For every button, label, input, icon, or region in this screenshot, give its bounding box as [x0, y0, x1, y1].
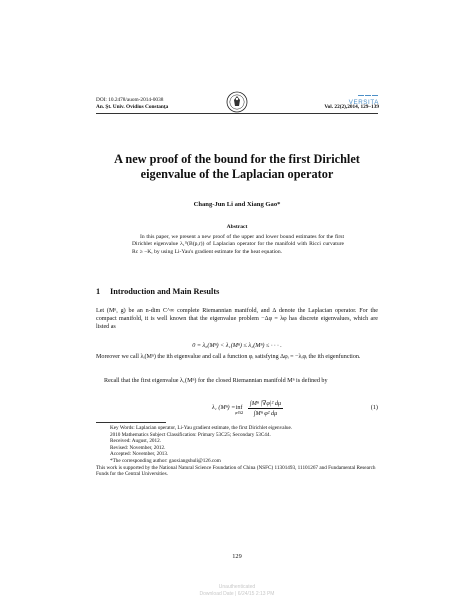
equation-denominator: ∫Mⁿ φ² dμ — [253, 410, 278, 417]
footnote-received: Received: August, 2012. — [110, 438, 162, 445]
publisher-name: VERSITA — [348, 99, 379, 106]
running-header-left — [96, 97, 226, 111]
university-seal-icon — [226, 91, 248, 113]
abstract-text: In this paper, we present a new proof of the upper and lower bound estimates for the first Dirichlet eigenvalue λ₁ᴰ(B(p,r)) of Laplacian operator for the manifold with Ricci curvature Rc ≥ −K, by using Li-Yau's gradient estimate for the heat equation. — [132, 234, 344, 255]
footnotes — [96, 425, 378, 478]
volume-info: Vol. 22(2),2014, 129–139 — [324, 104, 379, 110]
equation-inf-subscript: φ∈Ω — [235, 410, 244, 415]
running-header-right — [259, 97, 379, 111]
equation-numerator: ∫Mⁿ |∇φ|² dμ — [250, 400, 282, 407]
equation-eigenvalues: 0 = λ₀(Mⁿ) < λ₁(Mⁿ) ≤ λ₂(Mⁿ) ≤ · · · . — [192, 342, 282, 349]
section-number: 1 — [96, 287, 101, 296]
equation-inf: inf φ∈Ω — [235, 404, 244, 415]
journal-name: An. Şt. Univ. Ovidius Constanţa — [96, 104, 169, 110]
paper-title: A new proof of the bound for the first Dirichlet eigenvalue of the Laplacian operator — [114, 152, 360, 181]
paragraph-intro: Let (Mⁿ, g) be an n-dim C^∞ complete Riemannian manifold, and Δ denote the Laplacian operator. For the compact manifold, it is well known that the eigenvalue problem −Δφ = λφ has discrete eigenvalues, which are listed as — [96, 308, 378, 330]
paragraph-eigenfunction: Moreover we call λᵢ(Mⁿ) the ith eigenvalue and call a function φᵢ satisfying Δφᵢ = −λᵢφᵢ the ith eigenfunction. — [96, 354, 361, 360]
equation-rayleigh-quotient — [96, 400, 378, 424]
equation-lhs: λ₁ (Mⁿ) = — [212, 404, 236, 411]
equation-number: (1) — [370, 404, 378, 411]
footnote-corresponding-author: *The corresponding author: gaoxiangshuli@126.com — [110, 457, 221, 464]
page-number: 129 — [232, 553, 242, 560]
header-rule — [96, 113, 378, 114]
section-title: Introduction and Main Results — [110, 287, 220, 296]
watermark-line-1: Unauthenticated — [218, 584, 256, 590]
footnote-funding: This work is supported by the National Natural Science Foundation of China (NSFC) 11301493, 11101267 and Fundamental Research Funds for the Central Universities. — [96, 464, 376, 478]
doi: DOI: 10.2478/auom-2014-0038 — [96, 97, 164, 103]
footnote-revised: Revised: November, 2012. — [110, 444, 166, 451]
watermark-line-2: Download Date | 6/24/15 2:13 PM — [199, 591, 275, 597]
equation-fraction — [248, 400, 283, 417]
section-heading — [96, 287, 219, 296]
paragraph-first-eigenvalue: Recall that the first eigenvalue λ₁(Mⁿ) for the closed Riemannian manifold Mⁿ is defined by — [104, 378, 328, 384]
footnote-accepted: Accepted: November, 2013. — [110, 451, 169, 458]
footnote-keywords: Key Words: Laplacian operator, Li-Yau gradient estimate, the first Dirichlet eigenvalue. — [110, 425, 293, 431]
footnote-rule — [96, 422, 166, 423]
authors: Chang-Jun Li and Xiang Gao* — [193, 201, 281, 208]
footnote-msc: 2010 Mathematics Subject Classification: Primary 53C25; Secondary 53C44. — [110, 431, 271, 438]
download-watermark — [96, 584, 378, 598]
abstract-heading: Abstract — [226, 224, 248, 230]
